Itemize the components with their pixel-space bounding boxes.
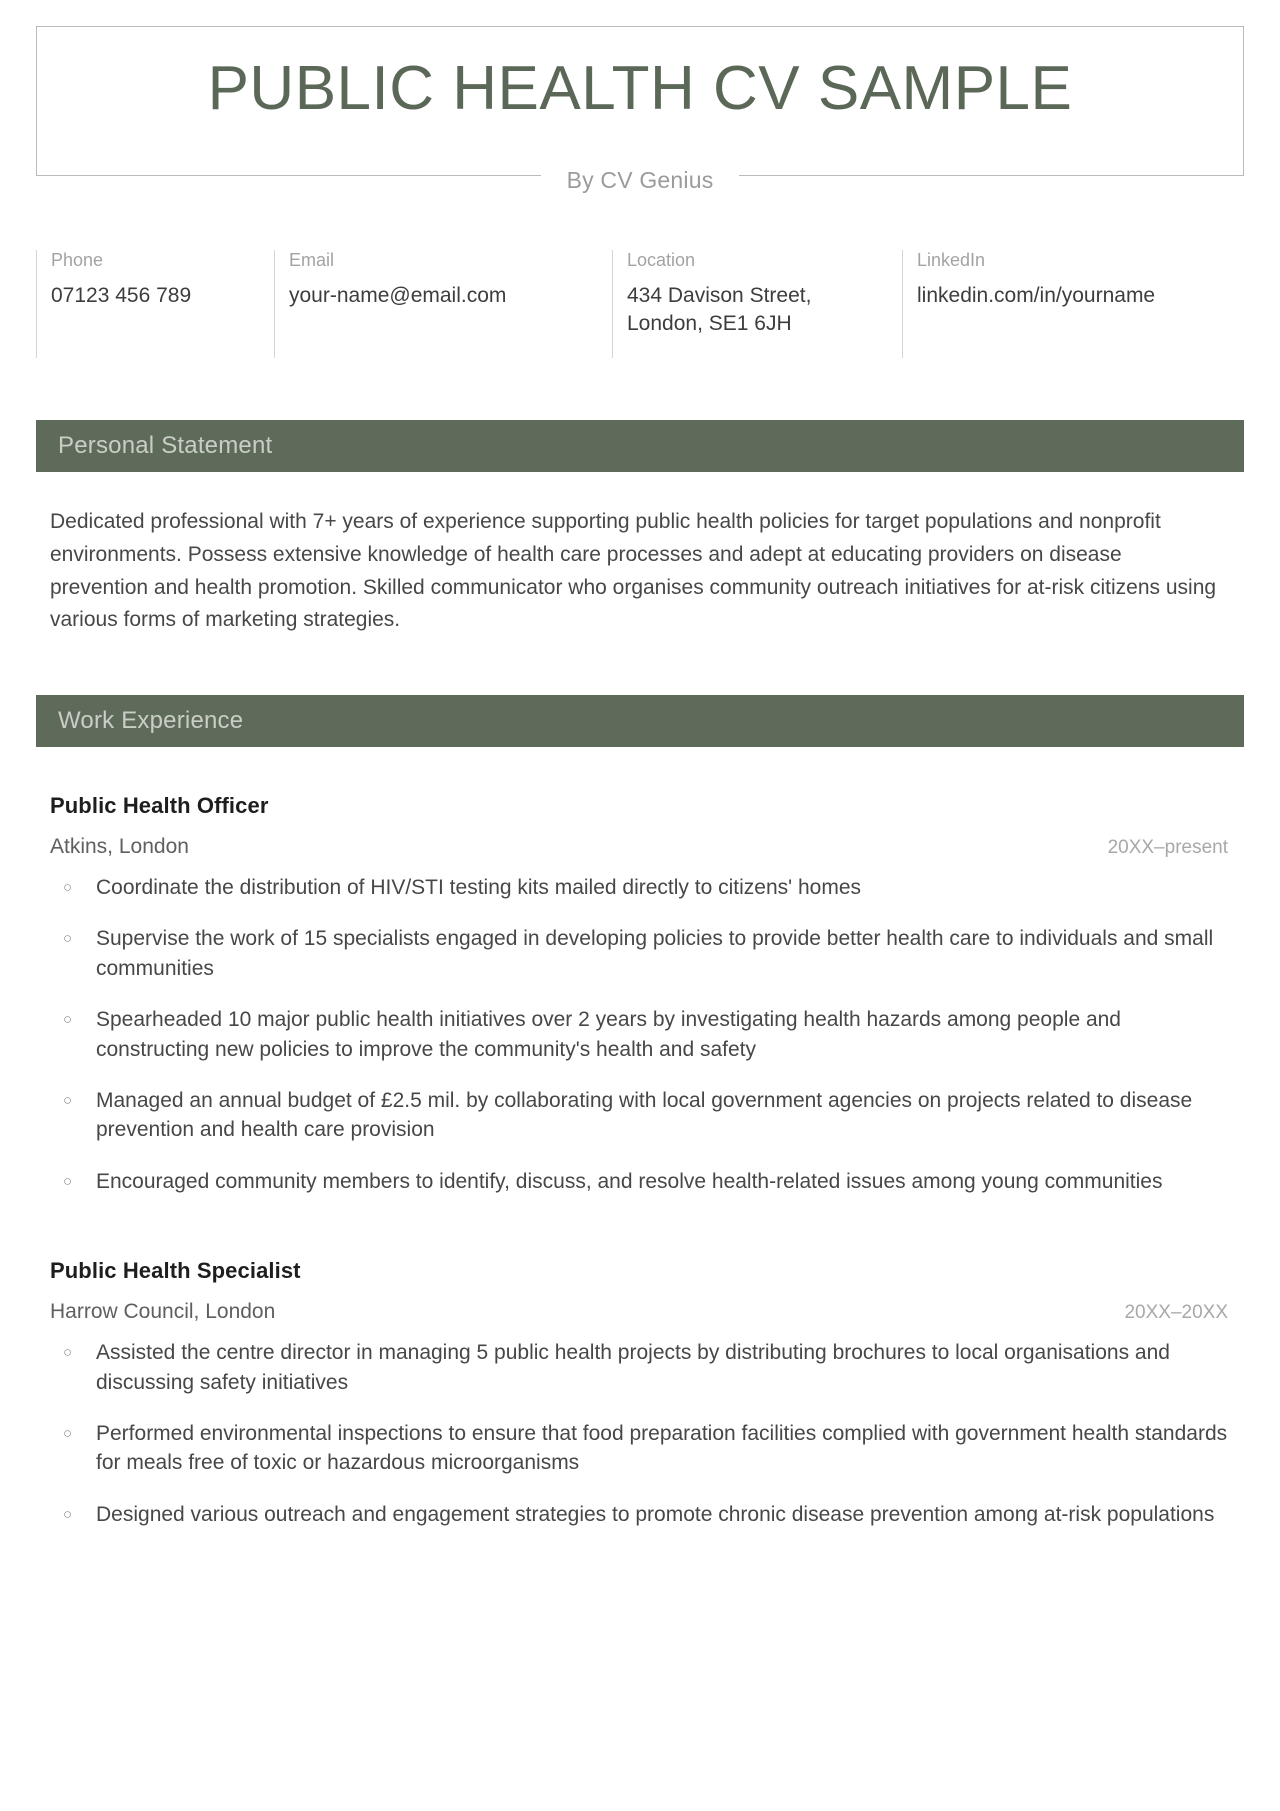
job-bullet-text: Coordinate the distribution of HIV/STI testing kits mailed directly to citizens' homes — [96, 876, 862, 899]
contact-item-location — [612, 250, 902, 358]
personal-statement-text: Dedicated professional with 7+ years of experience supporting public health policies for target populations and nonprofit environments. Possess extensive knowledge of health care processes and adept at educating providers on disease prevention and health promotion. Skilled communicator who organises community outreach initiatives for at-risk citizens using various forms of marketing strategies. — [50, 510, 1217, 632]
circle-bullet-icon: ○ — [63, 1091, 73, 1109]
job-bullet-text: Supervise the work of 15 specialists engaged in developing policies to provide better health care to individuals and small communities — [96, 927, 1214, 980]
job-dates: 20XX–20XX — [1124, 1302, 1228, 1324]
contact-label-email: Email — [289, 250, 335, 270]
job-bullet — [50, 924, 1232, 983]
contact-item-phone — [36, 250, 274, 358]
job-bullet-list — [50, 873, 1232, 1196]
job-meta — [50, 1300, 1232, 1324]
section-title-personal-statement: Personal Statement — [58, 432, 273, 459]
section-header-work-experience — [36, 695, 1244, 747]
byline-container — [37, 167, 1243, 194]
job-bullet — [50, 1338, 1232, 1397]
contact-email-line1: your-name@email.com — [289, 283, 507, 307]
job-meta — [50, 835, 1232, 859]
job-bullet-text: Encouraged community members to identify, discuss, and resolve health-related issues among young communities — [96, 1169, 1163, 1193]
job-title: Public Health Specialist — [50, 1258, 301, 1284]
contact-value-location — [627, 282, 888, 338]
job-bullet-list — [50, 1338, 1232, 1529]
contact-phone-line1: 07123 456 789 — [51, 283, 192, 307]
circle-bullet-icon: ○ — [63, 1011, 73, 1029]
contact-item-linkedin — [902, 250, 1242, 358]
work-experience-entry — [36, 1258, 1244, 1529]
circle-bullet-icon: ○ — [63, 1344, 73, 1362]
contact-label-phone: Phone — [51, 250, 104, 270]
job-company: Atkins, London — [50, 835, 189, 858]
contact-item-email — [274, 250, 612, 358]
contact-label-location: Location — [627, 250, 696, 270]
contact-linkedin-line1: linkedin.com/in/yourname — [917, 283, 1156, 307]
contact-location-line1: 434 Davison Street, — [627, 283, 812, 307]
job-bullet — [50, 873, 1232, 902]
job-bullet-text: Performed environmental inspections to ensure that food preparation facilities complied with government health standards for meals free of toxic or hazardous microorganisms — [96, 1421, 1228, 1475]
section-title-work-experience: Work Experience — [58, 707, 244, 734]
page-title: PUBLIC HEALTH CV SAMPLE — [207, 54, 1073, 123]
contact-label-linkedin: LinkedIn — [917, 250, 986, 270]
job-bullet — [50, 1500, 1232, 1529]
job-bullet — [50, 1167, 1232, 1196]
circle-bullet-icon: ○ — [63, 1424, 73, 1442]
job-bullet-text: Managed an annual budget of £2.5 mil. by collaborating with local government agencies on projects related to disease prevention and health care provision — [96, 1088, 1193, 1142]
job-bullet — [50, 1419, 1232, 1478]
section-header-personal-statement — [36, 420, 1244, 472]
contact-row — [36, 250, 1244, 358]
job-company: Harrow Council, London — [50, 1300, 276, 1324]
contact-location-line2: London, SE1 6JH — [627, 311, 792, 335]
circle-bullet-icon: ○ — [63, 1505, 73, 1523]
contact-value-email[interactable] — [289, 282, 598, 310]
job-bullet — [50, 1005, 1232, 1064]
job-dates: 20XX–present — [1107, 837, 1228, 858]
byline-mask — [541, 167, 740, 194]
circle-bullet-icon: ○ — [63, 930, 73, 948]
contact-value-phone[interactable] — [51, 282, 260, 310]
cv-header — [36, 26, 1244, 193]
contact-value-linkedin[interactable] — [917, 282, 1228, 310]
work-experience-entry — [36, 793, 1244, 1196]
byline-text: By CV Genius — [566, 167, 714, 193]
circle-bullet-icon: ○ — [63, 1172, 73, 1190]
job-bullet-text: Assisted the centre director in managing 5 public health projects by distributing brochures to local organisations and discussing safety initiatives — [96, 1341, 1170, 1394]
job-title: Public Health Officer — [50, 793, 269, 818]
job-bullet-text: Designed various outreach and engagement strategies to promote chronic disease prevention among at-risk populations — [96, 1502, 1215, 1526]
job-bullet — [50, 1086, 1232, 1145]
circle-bullet-icon: ○ — [63, 879, 73, 896]
job-bullet-text: Spearheaded 10 major public health initiatives over 2 years by investigating health hazards among people and constructing new policies to improve the community's health and safety — [96, 1008, 1121, 1061]
